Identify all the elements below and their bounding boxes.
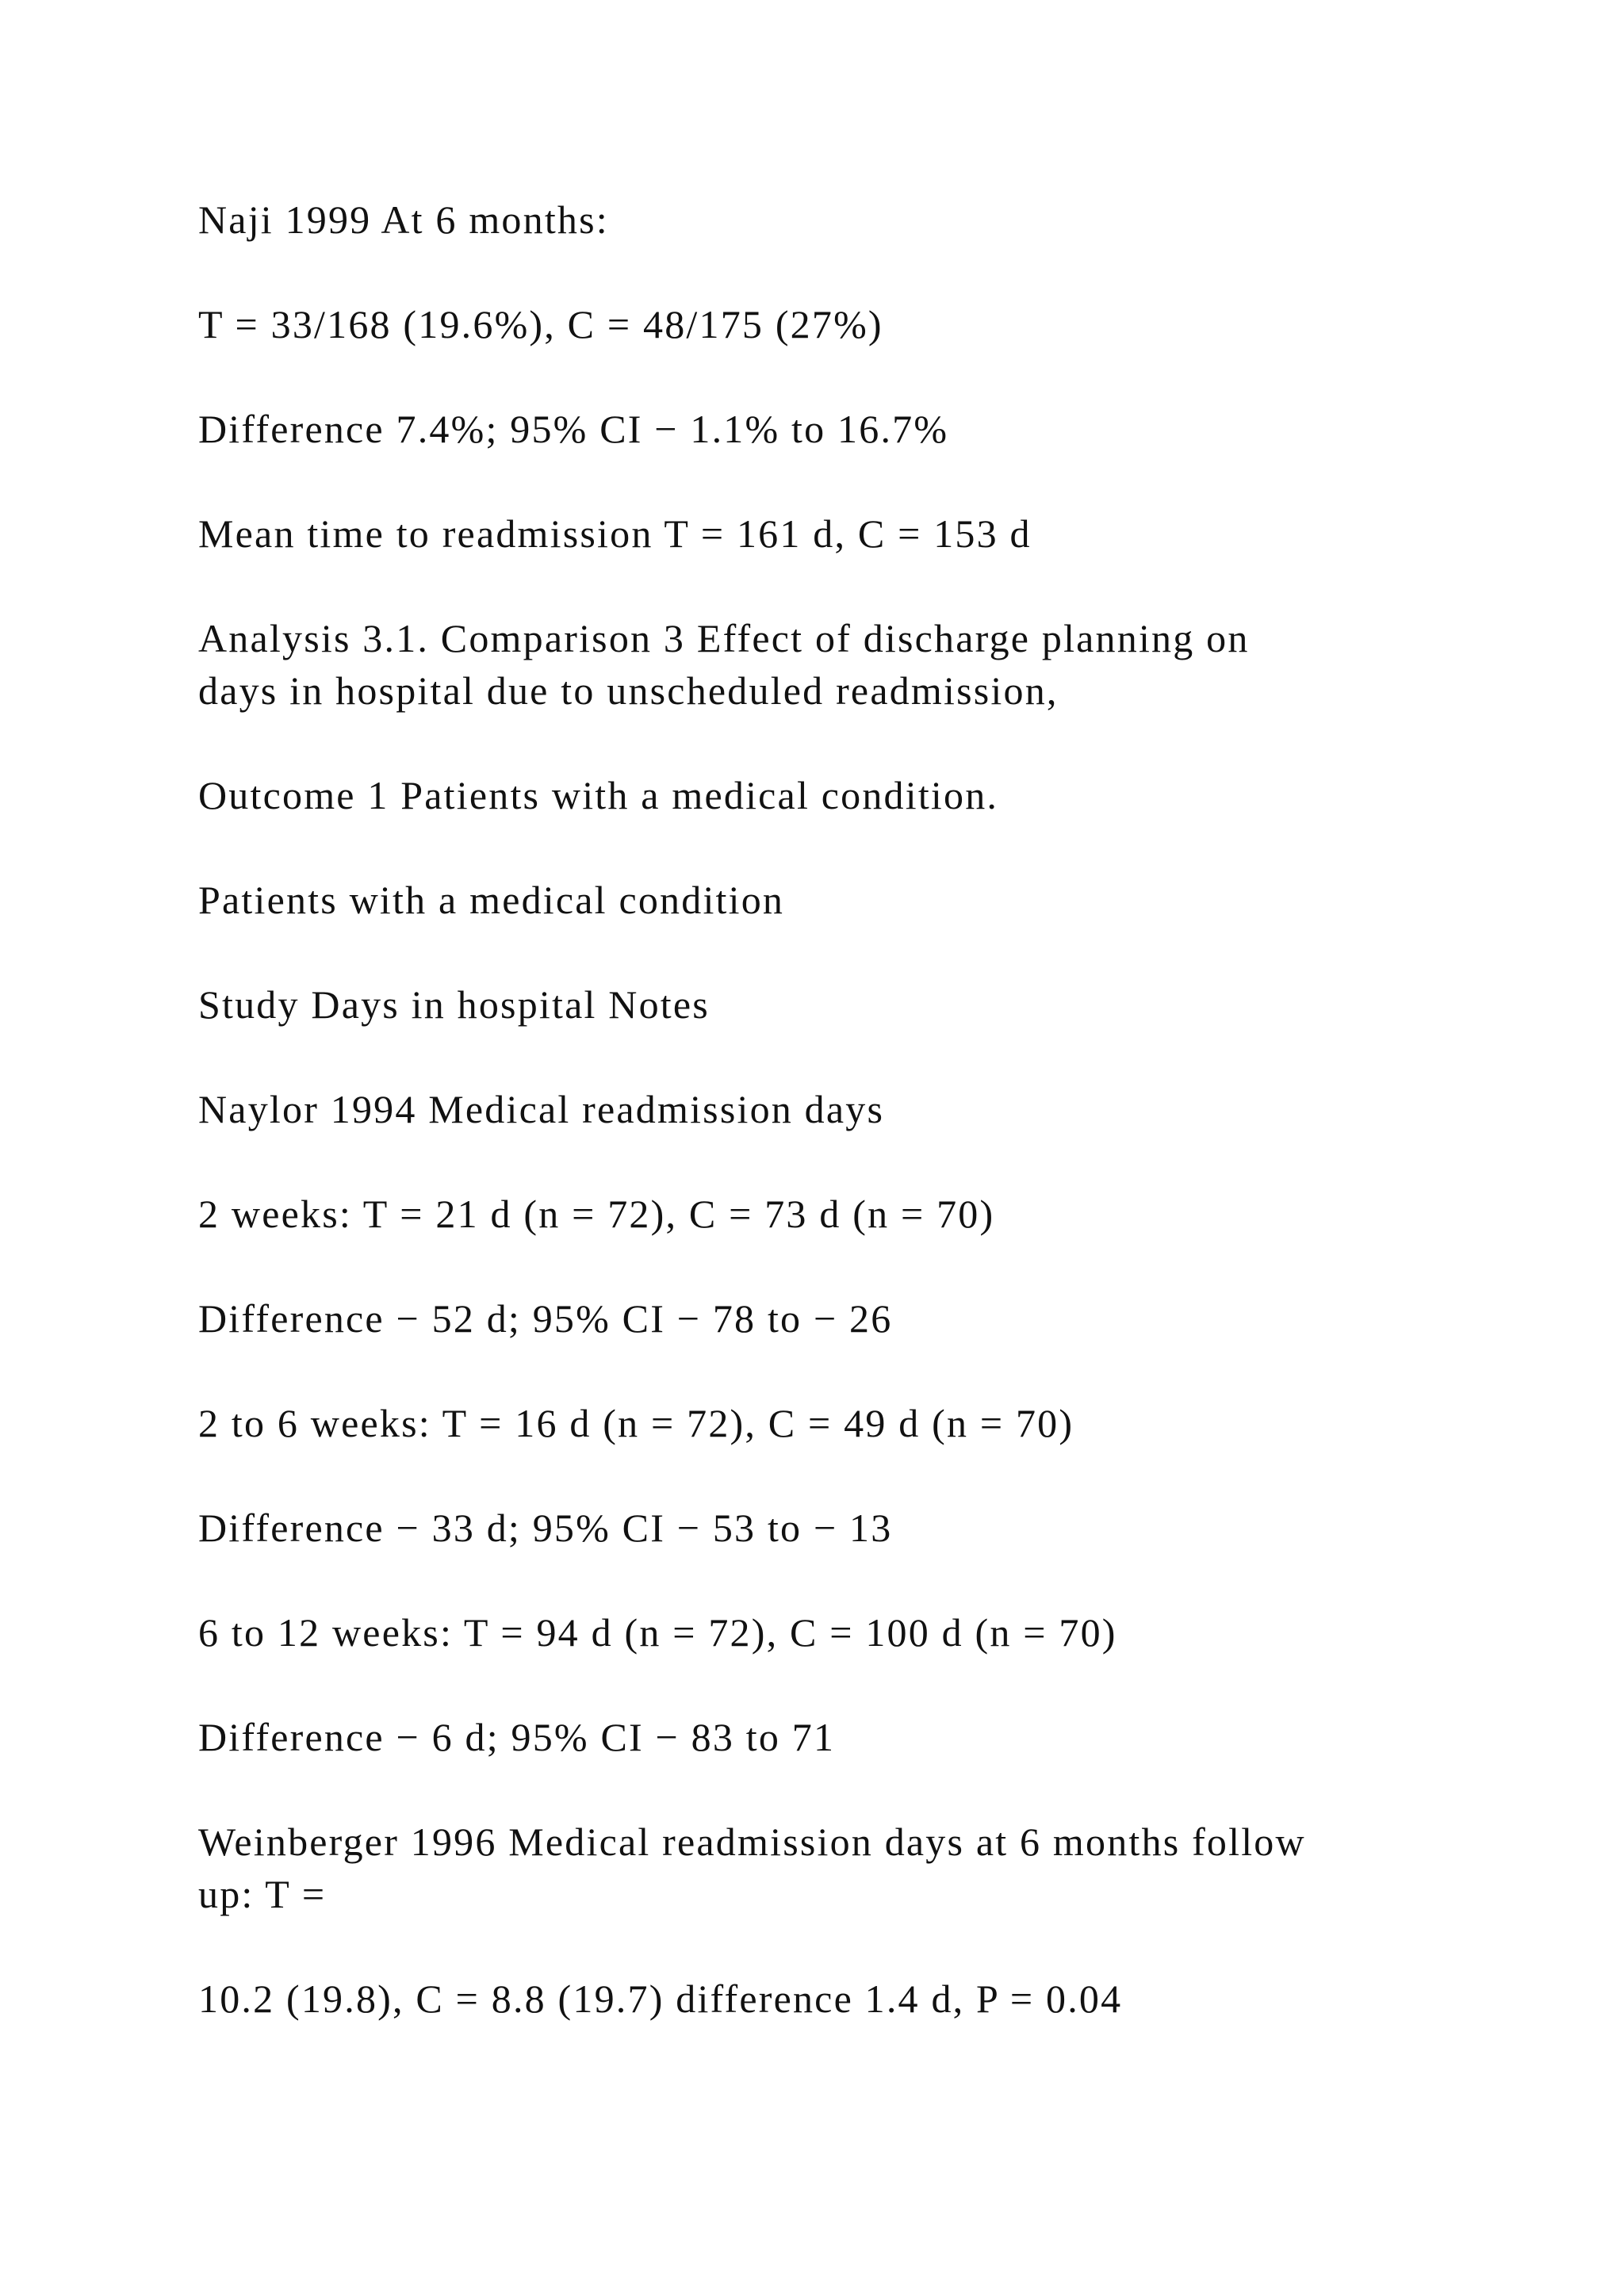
paragraph-naji-heading: Naji 1999 At 6 months: [198, 197, 609, 242]
paragraph-naji-mean-time: Mean time to readmission T = 161 d, C = 153 d [198, 511, 1032, 556]
paragraph-naylor-2-to-6-weeks-difference: Difference − 33 d; 95% CI − 53 to − 13 [198, 1506, 893, 1550]
document-body [198, 193, 1467, 2025]
paragraph-naji-rates: T = 33/168 (19.6%), C = 48/175 (27%) [198, 302, 883, 346]
paragraph-naji-difference: Difference 7.4%; 95% CI − 1.1% to 16.7% [198, 407, 949, 451]
paragraph-outcome-title: Outcome 1 Patients with a medical condition. [198, 773, 999, 817]
paragraph-weinberger-heading: Weinberger 1996 Medical readmission days at 6 months follow up: T = [198, 1820, 1306, 1916]
paragraph-subgroup-label: Patients with a medical condition [198, 878, 785, 922]
paragraph-weinberger-values: 10.2 (19.8), C = 8.8 (19.7) difference 1.4 d, P = 0.04 [198, 1976, 1123, 2021]
paragraph-analysis-title: Analysis 3.1. Comparison 3 Effect of discharge planning on days in hospital due to unscheduled readmission, [198, 616, 1250, 713]
paragraph-naylor-6-to-12-weeks-difference: Difference − 6 d; 95% CI − 83 to 71 [198, 1715, 836, 1759]
paragraph-naylor-2-weeks: 2 weeks: T = 21 d (n = 72), C = 73 d (n = 70) [198, 1192, 995, 1236]
paragraph-naylor-2-weeks-difference: Difference − 52 d; 95% CI − 78 to − 26 [198, 1296, 893, 1341]
paragraph-naylor-6-to-12-weeks: 6 to 12 weeks: T = 94 d (n = 72), C = 100 d (n = 70) [198, 1610, 1117, 1655]
paragraph-naylor-heading: Naylor 1994 Medical readmission days [198, 1087, 885, 1131]
paragraph-naylor-2-to-6-weeks: 2 to 6 weeks: T = 16 d (n = 72), C = 49 d (n = 70) [198, 1401, 1074, 1445]
paragraph-column-headers: Study Days in hospital Notes [198, 982, 710, 1027]
